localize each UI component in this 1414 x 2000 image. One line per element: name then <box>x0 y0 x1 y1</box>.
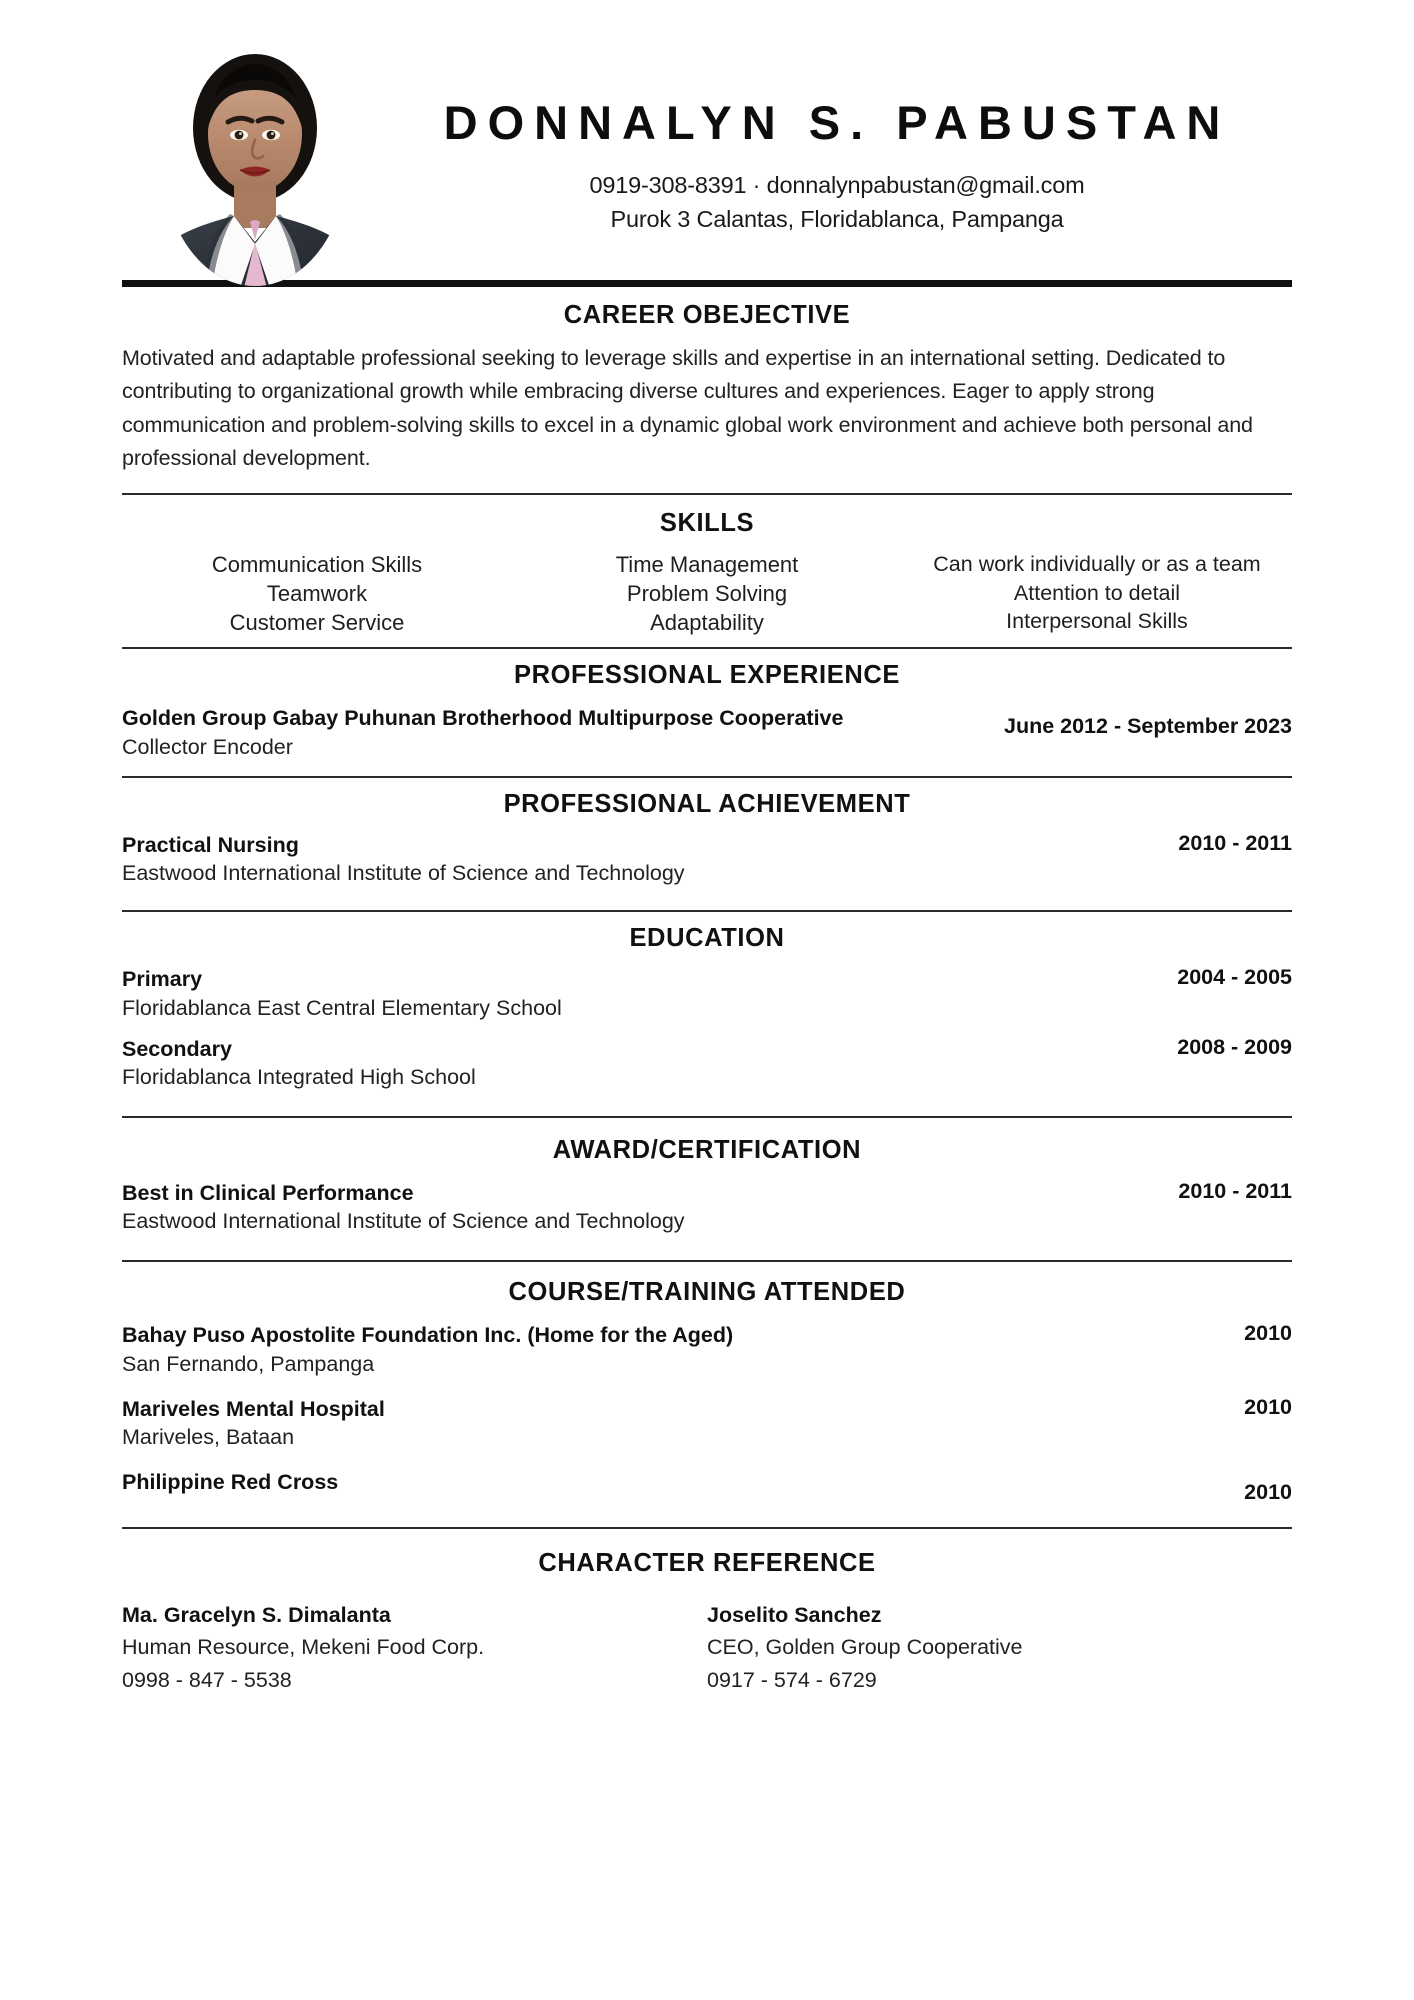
experience-entry-left <box>122 704 980 761</box>
education-date: 2004 - 2005 <box>1177 965 1292 990</box>
education-entry-left <box>122 1035 1153 1092</box>
training-entry-left <box>122 1468 1220 1496</box>
section-title-career-objective: CAREER OBEJECTIVE <box>563 301 851 329</box>
section-professional-experience <box>0 649 1414 761</box>
award-entry <box>122 1179 1292 1236</box>
training-date: 2010 <box>1244 1480 1292 1505</box>
section-title-course-training: COURSE/TRAINING ATTENDED <box>508 1278 906 1307</box>
avatar <box>140 36 370 288</box>
section-skills <box>0 495 1414 637</box>
skills-column-2 <box>512 550 902 637</box>
reference-grid <box>122 1600 1292 1696</box>
award-date: 2010 - 2011 <box>1178 1178 1292 1203</box>
reference-item <box>122 1600 707 1696</box>
reference-role: Human Resource, Mekeni Food Corp. <box>122 1635 485 1660</box>
skill-item: Can work individually or as a team <box>933 552 1261 577</box>
page-title: DONNALYN S. PABUSTAN <box>443 96 1231 149</box>
section-character-reference <box>0 1529 1414 1696</box>
section-title-skills: SKILLS <box>659 509 755 538</box>
contact-line-primary: 0919-308-8391 · donnalynpabustan@gmail.com <box>589 172 1085 199</box>
skill-item: Communication Skills <box>211 552 423 578</box>
section-career-objective <box>0 287 1414 475</box>
training-location: Mariveles, Bataan <box>122 1425 295 1450</box>
resume-header <box>0 0 1414 280</box>
education-date: 2008 - 2009 <box>1177 1034 1292 1059</box>
achievement-entry <box>122 831 1292 888</box>
experience-company: Golden Group Gabay Puhunan Brotherhood Multipurpose Cooperative <box>122 706 844 731</box>
reference-role: CEO, Golden Group Cooperative <box>707 1635 1023 1660</box>
experience-date: June 2012 - September 2023 <box>1003 714 1292 739</box>
achievement-entry-left <box>122 831 1154 888</box>
section-education <box>0 912 1414 1092</box>
reference-item <box>707 1600 1292 1696</box>
skill-item: Adaptability <box>650 610 764 636</box>
award-institution: Eastwood International Institute of Science and Technology <box>122 1209 685 1234</box>
portrait-photo-icon <box>140 36 370 288</box>
skills-grid <box>122 550 1292 637</box>
training-date: 2010 <box>1244 1321 1292 1346</box>
section-title-professional-experience: PROFESSIONAL EXPERIENCE <box>514 661 900 690</box>
skills-column-3 <box>902 550 1292 635</box>
training-entry <box>122 1321 1292 1378</box>
training-location: San Fernando, Pampanga <box>122 1351 375 1376</box>
reference-phone: 0917 - 574 - 6729 <box>707 1667 877 1692</box>
experience-role: Collector Encoder <box>122 734 293 759</box>
education-level: Primary <box>122 967 203 992</box>
education-school: Floridablanca East Central Elementary School <box>122 995 562 1020</box>
section-award-certification <box>0 1118 1414 1236</box>
achievement-institution: Eastwood International Institute of Science and Technology <box>122 861 685 886</box>
training-title: Philippine Red Cross <box>122 1470 339 1495</box>
reference-name: Ma. Gracelyn S. Dimalanta <box>122 1603 391 1628</box>
section-title-professional-achievement: PROFESSIONAL ACHIEVEMENT <box>503 789 911 818</box>
section-title-education: EDUCATION <box>629 924 785 953</box>
skill-item: Customer Service <box>229 610 405 636</box>
training-entry-left <box>122 1321 1220 1378</box>
training-entry <box>122 1395 1292 1452</box>
training-entry-left <box>122 1395 1220 1452</box>
section-title-character-reference: CHARACTER REFERENCE <box>538 1549 876 1578</box>
skill-item: Interpersonal Skills <box>1006 609 1188 633</box>
education-level: Secondary <box>122 1036 232 1061</box>
section-course-training <box>0 1262 1414 1505</box>
reference-name: Joselito Sanchez <box>707 1603 882 1628</box>
experience-entry <box>122 704 1292 761</box>
section-title-award-certification: AWARD/CERTIFICATION <box>552 1135 862 1164</box>
skill-item: Attention to detail <box>1013 580 1181 605</box>
section-professional-achievement <box>0 778 1414 888</box>
contact-line-address: Purok 3 Calantas, Floridablanca, Pampanga <box>610 205 1064 232</box>
career-objective-text: Motivated and adaptable professional seeking to leverage skills and expertise in an international setting. Dedicated to contributing to organizational growth while embracing diverse cultures and experiences. Eager to apply strong communication and problem-solving skills to excel in a dynamic global work environment and achieve both personal and professional development. <box>122 346 1253 470</box>
training-title: Bahay Puso Apostolite Foundation Inc. (Home for the Aged) <box>122 1323 734 1348</box>
skill-item: Teamwork <box>266 581 368 607</box>
education-school: Floridablanca Integrated High School <box>122 1064 476 1089</box>
skills-column-1 <box>122 550 512 637</box>
education-entry-left <box>122 965 1153 1022</box>
award-entry-left <box>122 1179 1154 1236</box>
training-title: Mariveles Mental Hospital <box>122 1396 385 1421</box>
education-entry <box>122 965 1292 1022</box>
training-entry <box>122 1468 1292 1505</box>
achievement-title: Practical Nursing <box>122 832 299 857</box>
award-title: Best in Clinical Performance <box>122 1180 414 1205</box>
education-entry <box>122 1035 1292 1092</box>
training-date: 2010 <box>1244 1394 1292 1419</box>
reference-phone: 0998 - 847 - 5538 <box>122 1667 292 1692</box>
header-text-block <box>370 28 1294 236</box>
skill-item: Time Management <box>615 552 799 578</box>
skill-item: Problem Solving <box>626 581 788 607</box>
achievement-date: 2010 - 2011 <box>1178 830 1292 855</box>
